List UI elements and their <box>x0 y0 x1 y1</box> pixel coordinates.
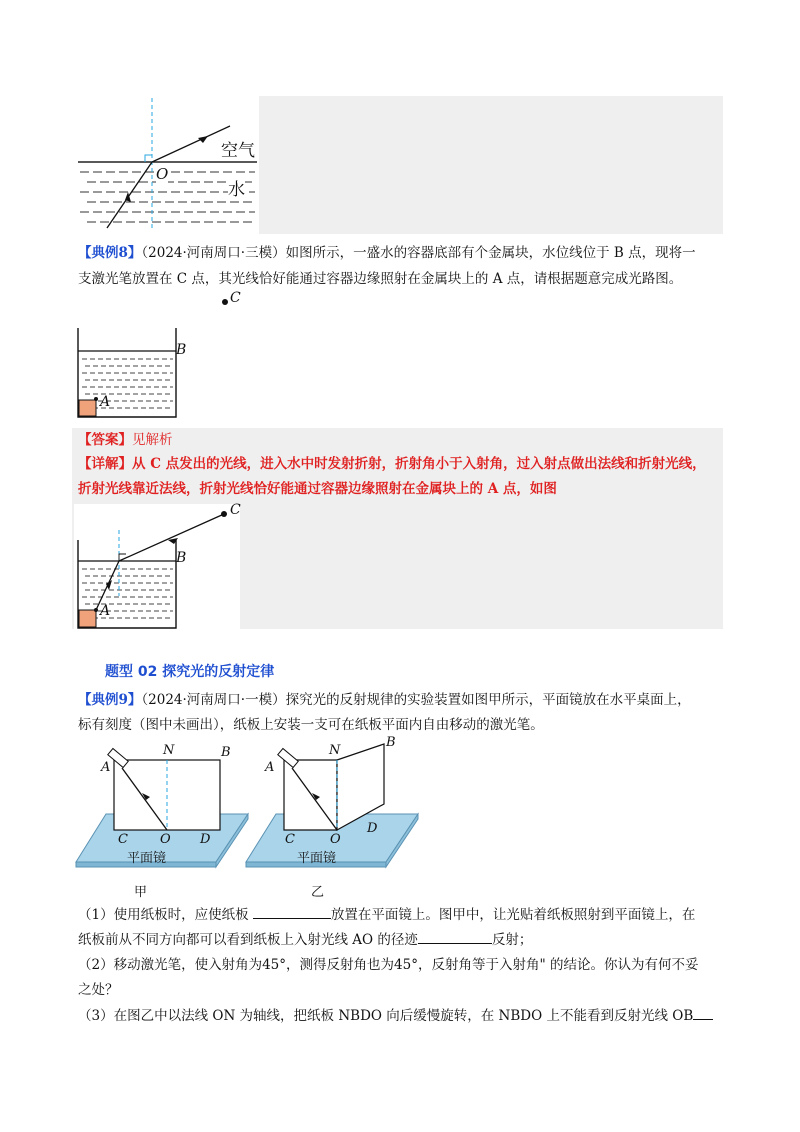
yi-caption: 乙 <box>311 885 325 900</box>
yi-label-d: D <box>367 821 378 836</box>
jia-label-o: O <box>160 832 171 847</box>
point-b-label: B <box>176 342 187 358</box>
detail-label: 【详解】 <box>78 456 132 472</box>
example-8-text-1: （2024·河南周口·三模）如图所示，一盛水的容器底部有个金属块，水位线位于 B 点，现将一 <box>141 245 696 261</box>
question-1-part-a: （1）使用纸板时，应使纸板 <box>78 907 249 923</box>
example-9-tag: 【典例9】 <box>78 692 142 708</box>
answer-blank-2[interactable] <box>418 930 492 944</box>
point-c-dot <box>220 297 230 307</box>
yi-label-a: A <box>265 760 275 775</box>
figure-1-background <box>259 96 723 234</box>
example-8-line-1 <box>78 243 696 263</box>
question-3-text: （3）在图乙中以法线 ON 为轴线，把纸板 NBDO 向后缓慢旋转，在 NBDO 上不能看到反射光线 OB <box>78 1008 694 1024</box>
detail-line-1 <box>78 454 706 474</box>
example-9-line-1 <box>78 690 691 710</box>
section-title: 题型 02 探究光的反射定律 <box>105 664 275 680</box>
jia-label-n: N <box>163 743 175 758</box>
water-label: 水 <box>228 175 245 200</box>
container-figure-question <box>70 290 210 420</box>
answer-blank-3[interactable] <box>693 1006 713 1020</box>
air-label: 空气 <box>221 136 255 161</box>
example-8-line-2: 支激光笔放置在 C 点，其光线恰好能通过容器边缘照射在金属块上的 A 点，请根据题意完成光路图。 <box>78 271 683 287</box>
yi-label-c: C <box>285 832 295 847</box>
question-1-line-2 <box>78 930 532 950</box>
point-c-label: C <box>230 290 241 306</box>
detail-line-2: 折射光线靠近法线，折射光线恰好能通过容器边缘照射在金属块上的 A 点，如图 <box>78 481 557 497</box>
question-1-line-1 <box>78 905 695 925</box>
question-1-part-d: 反射； <box>491 932 533 948</box>
point-o-label: O <box>156 165 169 183</box>
point-a-label: A <box>100 394 111 410</box>
question-3-line-1 <box>78 1006 713 1026</box>
jia-label-d: D <box>200 832 211 847</box>
detail-text-1: 从 C 点发出的光线，进入水中时发射折射，折射角小于入射角，过入射点做出法线和折射光线， <box>132 456 706 472</box>
question-1-part-c: 纸板前从不同方向都可以看到纸板上入射光线 AO 的径迹 <box>78 932 418 948</box>
example-8-tag: 【典例8】 <box>78 245 142 261</box>
answer-point-c-label: C <box>230 502 241 518</box>
yi-mirror-label: 平面镜 <box>297 851 337 866</box>
yi-label-b: B <box>386 735 396 750</box>
jia-label-c: C <box>118 832 128 847</box>
jia-label-b: B <box>221 745 231 760</box>
jia-label-a: A <box>101 760 111 775</box>
answer-blank-1[interactable] <box>253 905 331 919</box>
question-2-line-2: 之处？ <box>78 982 119 998</box>
example-9-text-1: （2024·河南周口·一模）探究光的反射规律的实验装置如图甲所示，平面镜放在水平桌面上， <box>141 692 691 708</box>
container-figure-answer <box>70 500 245 632</box>
example-9-line-2: 标有刻度（图中未画出），纸板上安装一支可在纸板平面内自由移动的激光笔。 <box>78 717 544 733</box>
jia-caption: 甲 <box>134 885 148 900</box>
yi-label-o: O <box>330 832 341 847</box>
answer-point-b-label: B <box>176 550 187 566</box>
answer-text: 见解析 <box>132 432 173 448</box>
question-2-line-1: （2）移动激光笔，使入射角为45°，测得反射角也为45°，反射角等于入射角" 的结论。你认为有何不妥 <box>78 957 699 973</box>
answer-point-a-label: A <box>100 603 111 619</box>
answer-label: 【答案】 <box>78 432 132 448</box>
question-1-part-b: 放置在平面镜上。图甲中，让光贴着纸板照射到平面镜上，在 <box>330 907 696 923</box>
yi-label-n: N <box>329 743 341 758</box>
jia-mirror-label: 平面镜 <box>127 851 167 866</box>
answer-line <box>78 430 173 450</box>
